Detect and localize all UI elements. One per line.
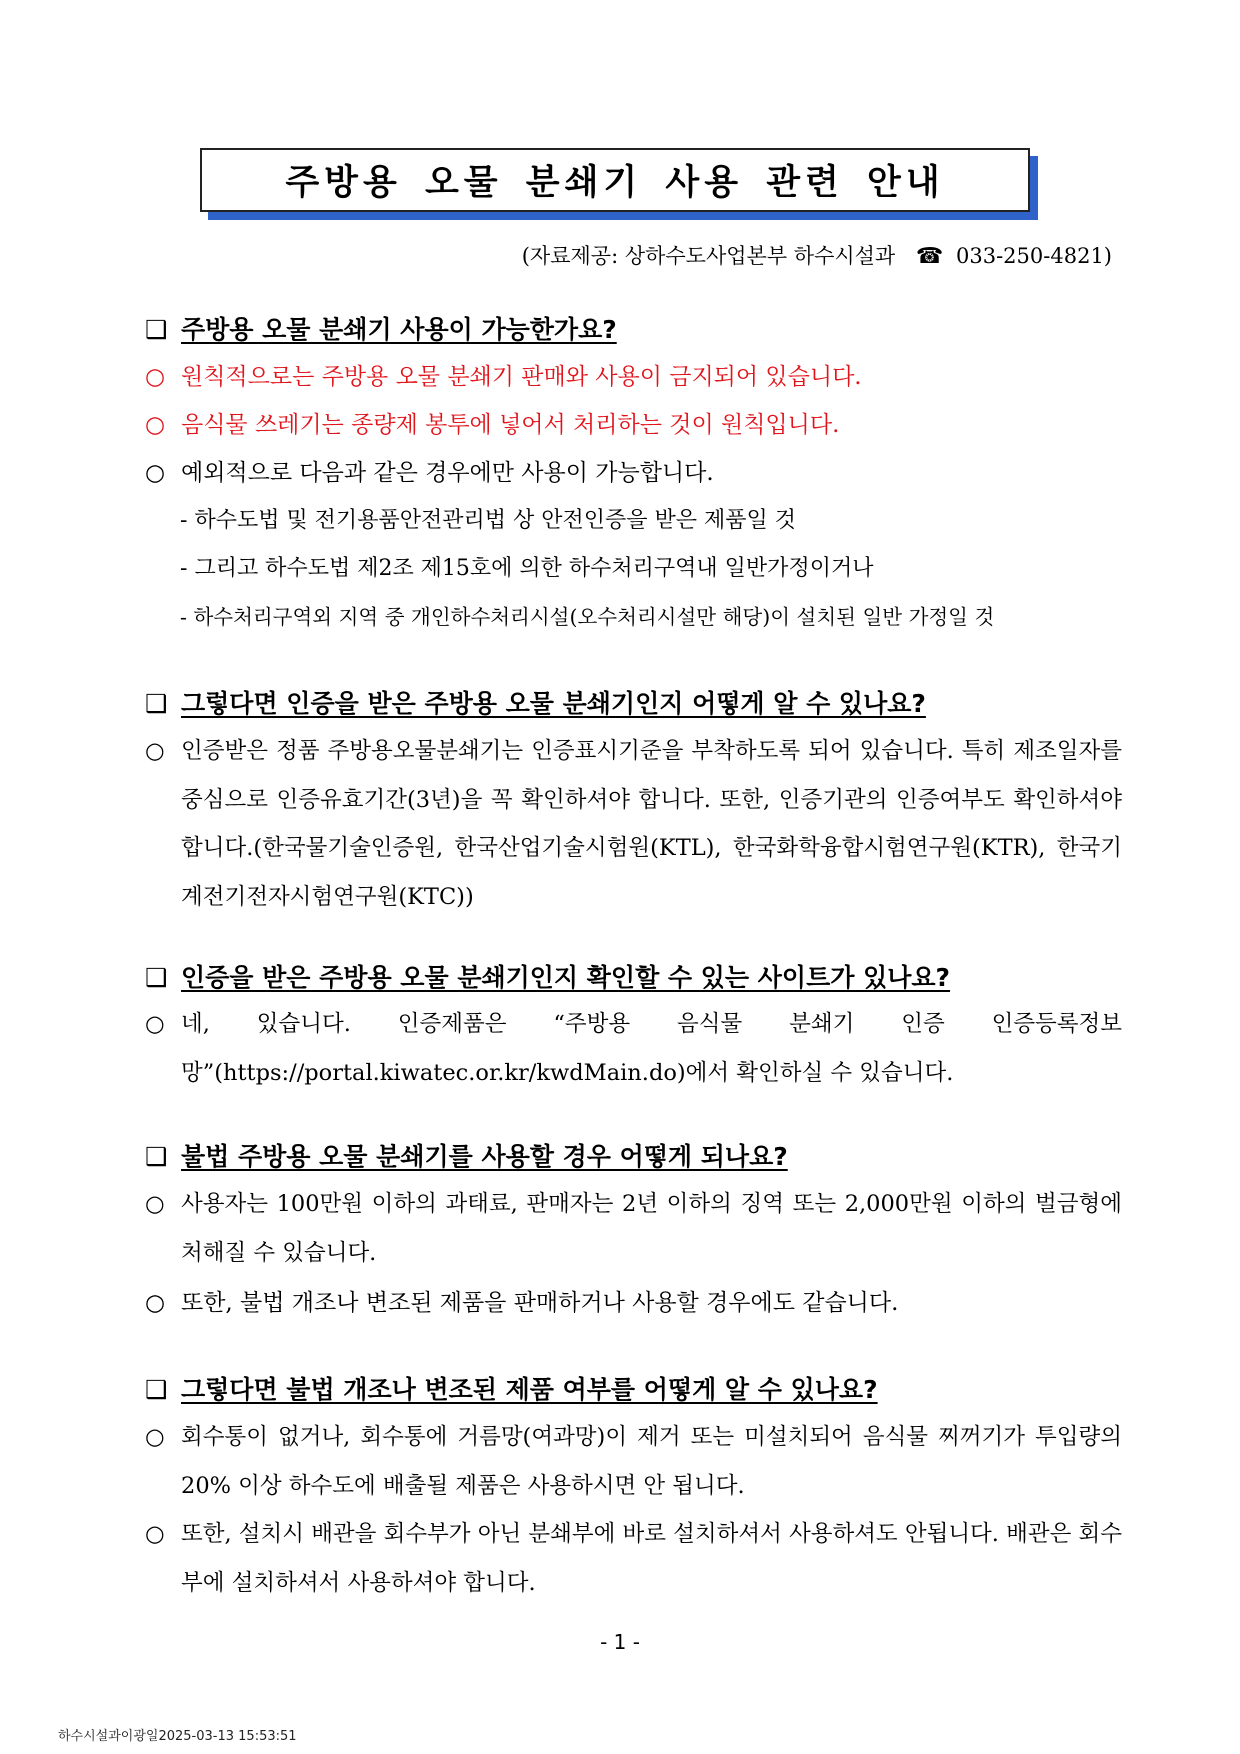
dash-bullet-icon: -	[180, 508, 188, 533]
dash-bullet-icon: -	[180, 556, 188, 581]
condition-item	[180, 593, 1122, 641]
circle-bullet-icon: ○	[145, 1191, 165, 1217]
phone-icon: ☎	[915, 244, 944, 269]
square-bullet-icon: ❑	[145, 315, 168, 344]
condition-text: 하수도법 및 전기용품안전관리법 상 안전인증을 받은 제품일 것	[194, 508, 796, 533]
question-text: 그렇다면 인증을 받은 주방용 오물 분쇄기인지 어떻게 알 수 있나요?	[181, 689, 926, 718]
question-text: 인증을 받은 주방용 오물 분쇄기인지 확인할 수 있는 사이트가 있나요?	[181, 963, 951, 992]
answer-text: 인증받은 정품 주방용오물분쇄기는 인증표시기준을 부착하도록 되어 있습니다. 특히 제조일자를 중심으로 인증유효기간(3년)을 꼭 확인하셔야 합니다. 또한, 인증기관의 인증여부도 확인하셔야 합니다.(한국물기술인증원, 한국산업기술시험원(KTL), 한국화학융합시험연구원(KTR), 한국기계전기전자시험연구원(KTC))	[181, 738, 1122, 910]
answer-line	[145, 1279, 1122, 1327]
title-banner	[200, 148, 1030, 212]
circle-bullet-icon: ○	[145, 1011, 165, 1037]
footer-stamp: 하수시설과이광일2025-03-13 15:53:51	[58, 1729, 297, 1744]
question-3	[145, 958, 1120, 994]
square-bullet-icon: ❑	[145, 1375, 168, 1404]
question-5	[145, 1370, 1120, 1406]
answer-text: 음식물 쓰레기는 종량제 봉투에 넣어서 처리하는 것이 원칙입니다.	[181, 412, 840, 438]
answer-paragraph	[145, 1000, 1122, 1097]
source-credit	[522, 240, 1112, 270]
answer-text: 또한, 불법 개조나 변조된 제품을 판매하거나 사용할 경우에도 같습니다.	[181, 1290, 899, 1316]
condition-item	[180, 497, 1122, 545]
answer-text: 예외적으로 다음과 같은 경우에만 사용이 가능합니다.	[181, 460, 714, 486]
source-text: (자료제공: 상하수도사업본부 하수시설과	[521, 244, 896, 268]
dash-bullet-icon: -	[180, 605, 187, 629]
answer-paragraph	[145, 1180, 1122, 1277]
question-4	[145, 1137, 1120, 1173]
page-number: - 1 -	[600, 1630, 640, 1654]
answer-paragraph	[145, 1510, 1122, 1607]
answer-line	[145, 401, 1122, 449]
answer-paragraph	[145, 727, 1122, 921]
circle-bullet-icon: ○	[145, 364, 166, 390]
condition-item	[180, 545, 1122, 593]
square-bullet-icon: ❑	[145, 689, 168, 718]
question-1	[145, 310, 1120, 346]
answer-text: 네, 있습니다. 인증제품은 “주방용 음식물 분쇄기 인증 인증등록정보망”(https://portal.kiwatec.or.kr/kwdMain.do)에서 확인하실 수 있습니다.	[181, 1011, 1122, 1086]
question-text: 주방용 오물 분쇄기 사용이 가능한가요?	[181, 315, 617, 344]
answer-line	[145, 353, 1122, 401]
square-bullet-icon: ❑	[145, 963, 168, 992]
condition-text: 하수처리구역외 지역 중 개인하수처리시설(오수처리시설만 해당)이 설치된 일반 가정일 것	[193, 605, 995, 629]
answer-text: 사용자는 100만원 이하의 과태료, 판매자는 2년 이하의 징역 또는 2,000만원 이하의 벌금형에 처해질 수 있습니다.	[181, 1191, 1122, 1266]
answer-text: 원칙적으로는 주방용 오물 분쇄기 판매와 사용이 금지되어 있습니다.	[181, 364, 862, 390]
answer-text: 회수통이 없거나, 회수통에 거름망(여과망)이 제거 또는 미설치되어 음식물 찌꺼기가 투입량의 20% 이상 하수도에 배출될 제품은 사용하시면 안 됩니다.	[181, 1424, 1122, 1499]
answer-paragraph	[145, 1413, 1122, 1510]
page-title: 주방용 오물 분쇄기 사용 관련 안내	[200, 148, 1030, 212]
circle-bullet-icon: ○	[145, 460, 166, 486]
circle-bullet-icon: ○	[145, 1521, 165, 1547]
question-2	[145, 684, 1120, 720]
source-phone: 033-250-4821)	[956, 244, 1112, 268]
square-bullet-icon: ❑	[145, 1142, 168, 1171]
circle-bullet-icon: ○	[145, 412, 166, 438]
question-text: 그렇다면 불법 개조나 변조된 제품 여부를 어떻게 알 수 있나요?	[181, 1375, 878, 1404]
condition-text: 그리고 하수도법 제2조 제15호에 의한 하수처리구역내 일반가정이거나	[194, 556, 874, 581]
question-text: 불법 주방용 오물 분쇄기를 사용할 경우 어떻게 되나요?	[181, 1142, 788, 1171]
answer-text: 또한, 설치시 배관을 회수부가 아닌 분쇄부에 바로 설치하셔서 사용하셔도 안됩니다. 배관은 회수부에 설치하셔서 사용하셔야 합니다.	[181, 1521, 1122, 1596]
circle-bullet-icon: ○	[145, 1290, 166, 1316]
circle-bullet-icon: ○	[145, 738, 165, 764]
circle-bullet-icon: ○	[145, 1424, 165, 1450]
answer-line	[145, 449, 1122, 497]
